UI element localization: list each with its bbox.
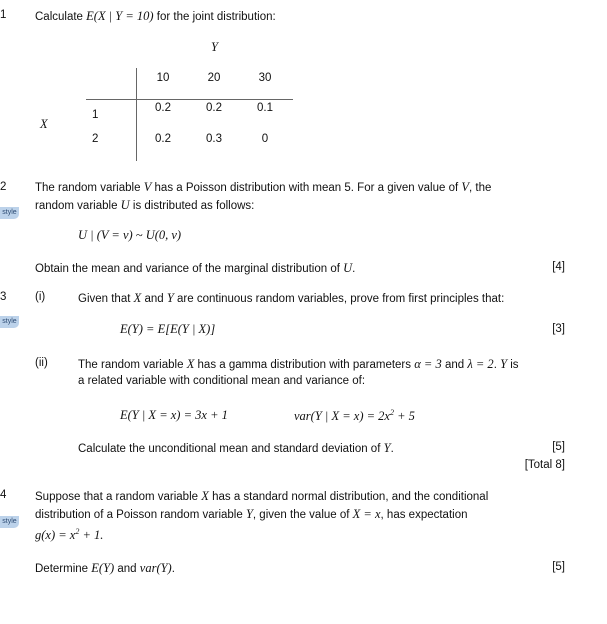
part-label: (i) [35, 291, 46, 303]
question-text-line: Given that X and Y are continuous random variables, prove from first principles that: [78, 291, 505, 305]
part-label: (ii) [35, 357, 48, 369]
question-text-line: distribution of a Poisson random variable Y, given the value of X = x, has expectation [35, 507, 468, 521]
table-cell: 0.2 [155, 133, 171, 145]
marks: [4] [552, 261, 565, 273]
table-cell: 0.2 [206, 102, 222, 114]
y-value: 30 [258, 72, 272, 84]
style-badge[interactable]: style [0, 316, 19, 328]
conditional-mean-formula: E(Y | X = x) = 3x + 1 [120, 408, 228, 422]
marks: [5] [552, 441, 565, 453]
math-expression: E(X | Y = 10) [86, 9, 154, 23]
question-prompt: Calculate the unconditional mean and standard deviation of Y. [78, 441, 394, 455]
conditional-variance-formula: var(Y | $X = x) = 2x^2 + 5$ [294, 408, 415, 424]
question-prompt: Determine E(Y) and var(Y). [35, 561, 175, 575]
marks: [5] [552, 561, 565, 573]
y-value: 20 [207, 72, 221, 84]
style-badge[interactable]: style [0, 207, 19, 219]
question-text-line: The random variable V has a Poisson distribution with mean 5. For a given value of V, the [35, 180, 492, 194]
question-text-line: a related variable with conditional mean and variance of: [78, 375, 366, 387]
table-vertical-rule [136, 68, 137, 161]
question-text-line: random variable U is distributed as follows: [35, 198, 255, 212]
x-value: 2 [92, 133, 99, 145]
question-text-line: The random variable X has a gamma distribution with parameters α = 3 and λ = 2. Y is [78, 357, 519, 371]
table-cell: 0 [261, 133, 269, 145]
question-text-line: Suppose that a random variable X has a standard normal distribution, and the conditional [35, 489, 489, 503]
table-cell: 0.2 [155, 102, 171, 114]
marks: [3] [552, 323, 565, 335]
y-value: 10 [156, 72, 170, 84]
question-number: 1 [0, 9, 7, 21]
table-horizontal-rule [86, 99, 293, 100]
total-marks: [Total 8] [524, 459, 565, 471]
table-cell: 0.3 [206, 133, 222, 145]
tower-law-formula: E(Y) = E[E(Y | X)] [120, 322, 216, 336]
x-value: 1 [92, 109, 99, 121]
style-badge[interactable]: style [0, 516, 19, 528]
x-axis-label: X [40, 117, 48, 131]
conditional-distribution-formula: U | (V = v) ~ U(0, v) [78, 228, 182, 242]
expectation-function: $g(x) = x^2 + 1$. [35, 527, 104, 543]
question-number: 4 [0, 489, 7, 501]
question-number: 2 [0, 181, 7, 193]
y-axis-label: Y [211, 40, 218, 54]
table-cell: 0.1 [257, 102, 273, 114]
question-text: Calculate E(X | Y = 10) for the joint distribution: [35, 9, 276, 23]
question-prompt: Obtain the mean and variance of the marginal distribution of U. [35, 261, 356, 275]
question-number: 3 [0, 291, 7, 303]
